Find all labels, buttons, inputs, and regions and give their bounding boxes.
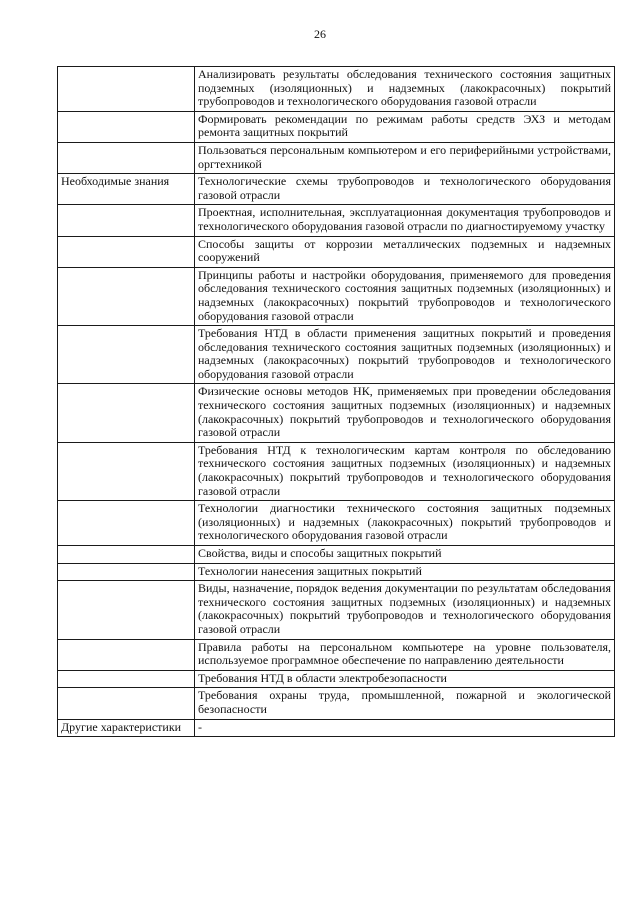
table-body xyxy=(58,67,615,737)
section-label-cell xyxy=(58,326,195,384)
table-row xyxy=(58,563,615,581)
table-row xyxy=(58,688,615,719)
requirement-item: Правила работы на персональном компьютере на уровне пользователя, используемое программное обеспечение по направлению деятельности xyxy=(195,639,615,670)
section-label-cell xyxy=(58,501,195,546)
table-row xyxy=(58,546,615,564)
section-label: Необходимые знания xyxy=(61,174,170,189)
requirement-item: - xyxy=(195,719,615,737)
table-row xyxy=(58,111,615,142)
requirement-item: Технологические схемы трубопроводов и технологического оборудования газовой отрасли xyxy=(195,174,615,205)
table-row xyxy=(58,326,615,384)
table-row xyxy=(58,384,615,442)
table-row xyxy=(58,267,615,325)
section-label-cell xyxy=(58,563,195,581)
section-label-cell xyxy=(58,442,195,500)
section-label-cell xyxy=(58,688,195,719)
section-label-cell xyxy=(58,639,195,670)
table-row xyxy=(58,639,615,670)
requirement-item: Пользоваться персональным компьютером и его периферийными устройствами, оргтехникой xyxy=(195,142,615,173)
requirement-item: Анализировать результаты обследования технического состояния защитных подземных (изоляционных) и надземных (лакокрасочных) покрытий трубопроводов и технологического оборудования газовой отрасли xyxy=(195,67,615,112)
table-row xyxy=(58,501,615,546)
requirement-item: Формировать рекомендации по режимам работы средств ЭХЗ и методам ремонта защитных покрытий xyxy=(195,111,615,142)
section-label-cell xyxy=(58,111,195,142)
section-label-cell xyxy=(58,546,195,564)
requirement-item: Требования охраны труда, промышленной, пожарной и экологической безопасности xyxy=(195,688,615,719)
requirement-item: Требования НТД в области электробезопасности xyxy=(195,670,615,688)
table-row xyxy=(58,581,615,639)
section-label-cell xyxy=(58,581,195,639)
table-row xyxy=(58,174,615,205)
section-label: Другие характеристики xyxy=(61,719,182,734)
section-label-cell xyxy=(58,384,195,442)
requirement-item: Виды, назначение, порядок ведения документации по результатам обследования технического состояния защитных подземных (изоляционных) и надземных (лакокрасочных) покрытий трубопроводов и технологического оборудования газовой отрасли xyxy=(195,581,615,639)
section-label-cell xyxy=(58,205,195,236)
section-label-cell xyxy=(58,142,195,173)
requirement-item: Проектная, исполнительная, эксплуатационная документация трубопроводов и технологического оборудования газовой отрасли по диагностируемому участку xyxy=(195,205,615,236)
section-label-cell xyxy=(58,670,195,688)
section-label-cell xyxy=(58,236,195,267)
requirement-item: Способы защиты от коррозии металлических подземных и надземных сооружений xyxy=(195,236,615,267)
requirement-item: Требования НТД в области применения защитных покрытий и проведения обследования технического состояния защитных подземных (изоляционных) и надземных (лакокрасочных) покрытий трубопроводов и технологического оборудования газовой отрасли xyxy=(195,326,615,384)
page-number: 26 xyxy=(314,27,326,41)
section-label-cell xyxy=(58,719,195,737)
table-row xyxy=(58,205,615,236)
table-row xyxy=(58,236,615,267)
section-label-cell xyxy=(58,174,195,205)
requirement-item: Требования НТД к технологическим картам контроля по обследованию технического состояния защитных подземных (изоляционных) и надземных (лакокрасочных) покрытий трубопроводов и технологического оборудования газовой отрасли xyxy=(195,442,615,500)
requirements-table xyxy=(57,66,615,737)
table-row xyxy=(58,442,615,500)
requirement-item: Технологии нанесения защитных покрытий xyxy=(195,563,615,581)
requirement-item: Принципы работы и настройки оборудования, применяемого для проведения обследования технического состояния защитных подземных (изоляционных) и надземных (лакокрасочных) покрытий трубопроводов и технологического оборудования газовой отрасли xyxy=(195,267,615,325)
requirement-item: Свойства, виды и способы защитных покрытий xyxy=(195,546,615,564)
table-row xyxy=(58,142,615,173)
table-row xyxy=(58,719,615,737)
requirement-item: Физические основы методов НК, применяемых при проведении обследования технического состояния защитных подземных (изоляционных) и надземных (лакокрасочных) покрытий трубопроводов и технологического оборудования газовой отрасли xyxy=(195,384,615,442)
section-label-cell xyxy=(58,267,195,325)
table-row xyxy=(58,67,615,112)
table-row xyxy=(58,670,615,688)
section-label-cell xyxy=(58,67,195,112)
requirement-item: Технологии диагностики технического состояния защитных подземных (изоляционных) и надземных (лакокрасочных) покрытий трубопроводов и технологического оборудования газовой отрасли xyxy=(195,501,615,546)
